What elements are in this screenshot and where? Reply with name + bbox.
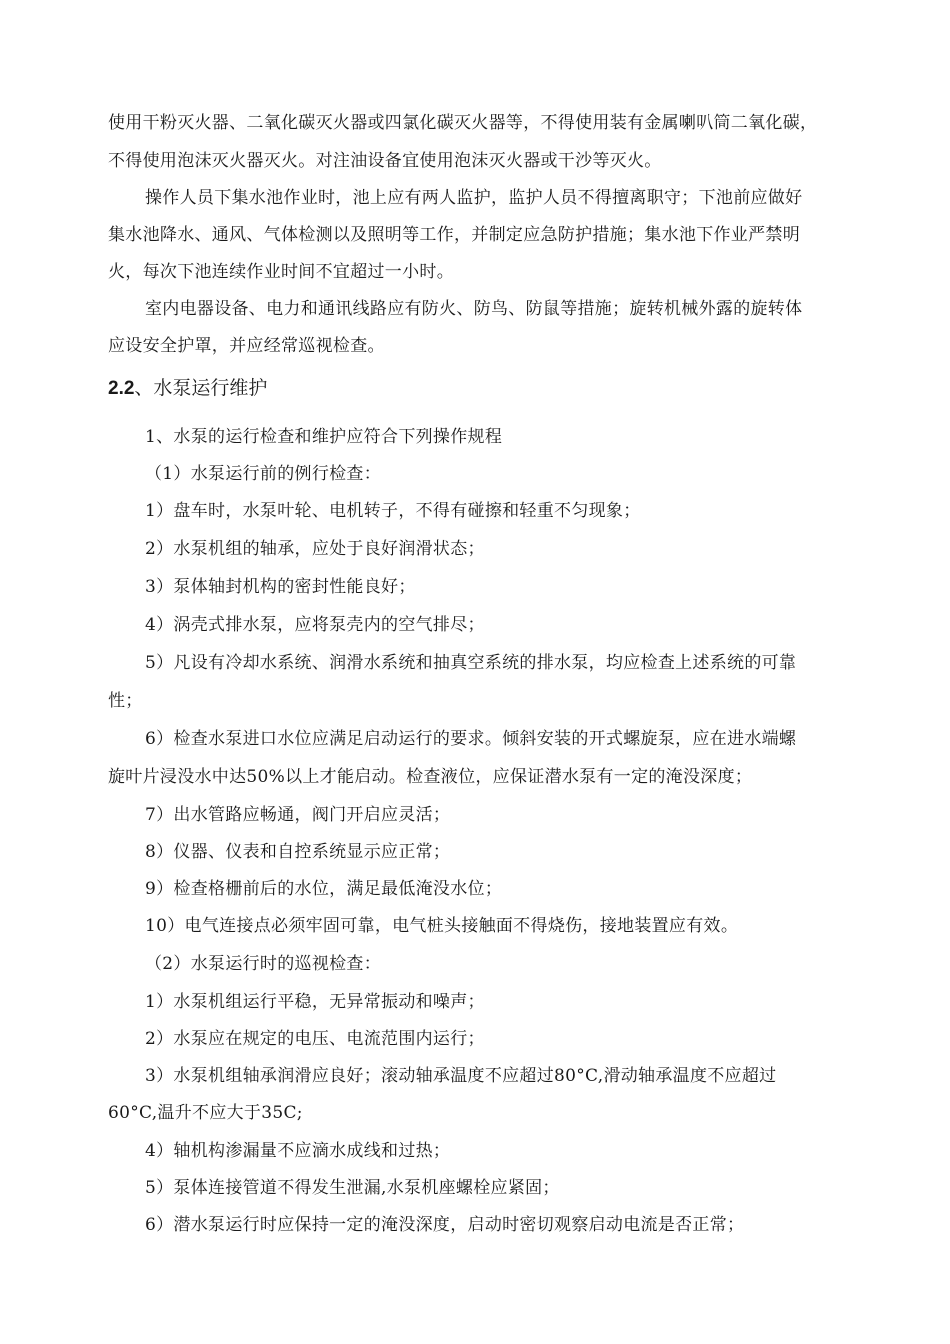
list-item: 3）水泵机组轴承润滑应良好；滚动轴承温度不应超过80°C,滑动轴承温度不应超过 xyxy=(145,1066,777,1086)
list-item: 8）仪器、仪表和自控系统显示应正常； xyxy=(145,842,451,862)
list-item: 1、水泵的运行检查和维护应符合下列操作规程 xyxy=(145,427,503,447)
list-item: 7）出水管路应畅通，阀门开启应灵活； xyxy=(145,805,451,825)
section-heading xyxy=(108,376,267,401)
list-item: 2）水泵机组的轴承，应处于良好润滑状态； xyxy=(145,539,485,559)
list-item: 4）涡壳式排水泵，应将泵壳内的空气排尽； xyxy=(145,615,485,635)
list-item: 4）轴机构渗漏量不应滴水成线和过热； xyxy=(145,1141,451,1161)
list-item: 6）潜水泵运行时应保持一定的淹没深度，启动时密切观察启动电流是否正常； xyxy=(145,1215,745,1235)
list-item: 3）泵体轴封机构的密封性能良好； xyxy=(145,577,416,597)
paragraph-3-line-1: 室内电器设备、电力和通讯线路应有防火、防鸟、防鼠等措施；旋转机械外露的旋转体 xyxy=(145,299,803,319)
list-item: 1）水泵机组运行平稳，无异常振动和噪声； xyxy=(145,992,485,1012)
paragraph-1-line-1: 使用干粉灭火器、二氧化碳灭火器或四氯化碳灭火器等，不得使用装有金属喇叭筒二氧化碳， xyxy=(108,113,818,133)
list-item: （1）水泵运行前的例行检查： xyxy=(145,464,382,484)
list-item: （2）水泵运行时的巡视检查： xyxy=(145,954,382,974)
list-item: 2）水泵应在规定的电压、电流范围内运行； xyxy=(145,1029,485,1049)
paragraph-3-line-2: 应设安全护罩，并应经常巡视检查。 xyxy=(108,336,385,356)
list-item: 9）检查格栅前后的水位，满足最低淹没水位； xyxy=(145,879,503,899)
section-number: 2.2 xyxy=(108,378,135,399)
list-item-continuation: 旋叶片浸没水中达50%以上才能启动。检查液位，应保证潜水泵有一定的淹没深度； xyxy=(108,767,753,787)
list-item: 10）电气连接点必须牢固可靠，电气桩头接触面不得烧伤，接地装置应有效。 xyxy=(145,916,739,936)
paragraph-2-line-3: 火，每次下池连续作业时间不宜超过一小时。 xyxy=(108,262,454,282)
paragraph-1-line-2: 不得使用泡沫灭火器灭火。对注油设备宜使用泡沫灭火器或干沙等灭火。 xyxy=(108,151,662,171)
section-title: 、水泵运行维护 xyxy=(134,377,268,399)
list-item-continuation: 60°C,温升不应大于35C; xyxy=(108,1103,303,1123)
list-item: 6）检查水泵进口水位应满足启动运行的要求。倾斜安装的开式螺旋泵，应在进水端螺 xyxy=(145,729,797,749)
list-item: 5）泵体连接管道不得发生泄漏,水泵机座螺栓应紧固； xyxy=(145,1178,560,1198)
list-item: 1）盘车时，水泵叶轮、电机转子，不得有碰擦和轻重不匀现象； xyxy=(145,501,641,521)
list-item-continuation: 性； xyxy=(108,691,143,711)
list-item: 5）凡设有冷却水系统、润滑水系统和抽真空系统的排水泵，均应检查上述系统的可靠 xyxy=(145,653,797,673)
paragraph-2-line-1: 操作人员下集水池作业时，池上应有两人监护，监护人员不得擅离职守；下池前应做好 xyxy=(145,188,803,208)
paragraph-2-line-2: 集水池降水、通风、气体检测以及照明等工作，并制定应急防护措施；集水池下作业严禁明 xyxy=(108,225,800,245)
